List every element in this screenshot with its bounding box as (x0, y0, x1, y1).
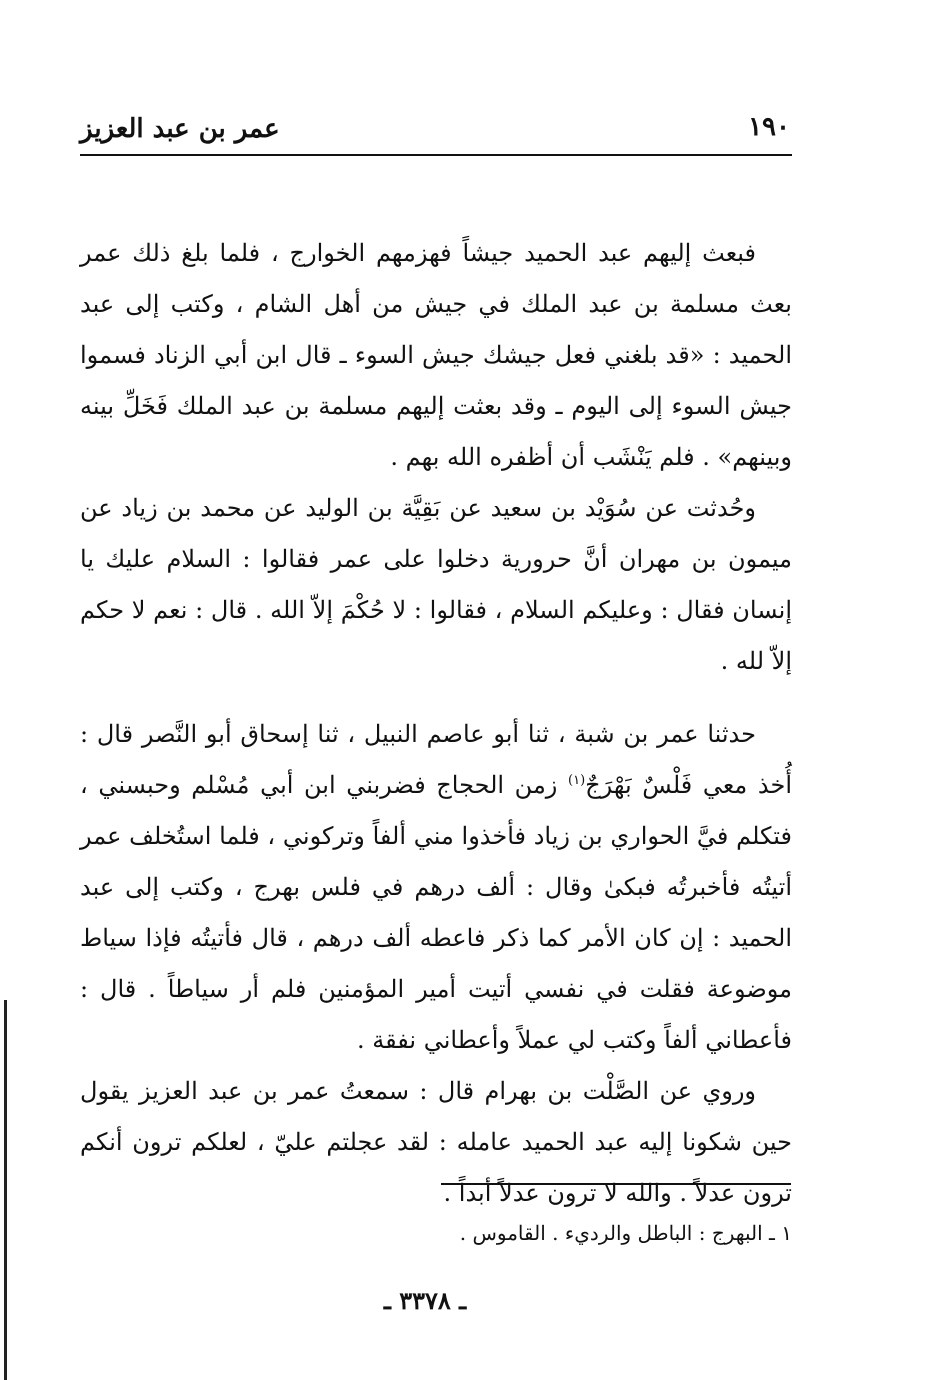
scan-edge-line (4, 1000, 7, 1380)
paragraph-2: وحُدثت عن سُوَيْد بن سعيد عن بَقِيَّة بن الوليد عن محمد بن زياد عن ميمون بن مهران أنَّ حرورية دخلوا على عمر فقالوا : السلام عليك يا إنسان فقال : وعليكم السلام ، فقالوا : لا حُكْمَ إلاّ الله . قال : نعم لا حكم إلاّ لله . (80, 494, 792, 675)
main-text (80, 228, 792, 1219)
paragraph-3-start: حدثنا عمر بن شبة ، ثنا أبو عاصم النبيل ، ثنا إسحاق أبو النَّصر قال : أُخذ معي فَلْسٌ بَهْرَجٌ (80, 720, 792, 799)
page-number: ١٩٠ (748, 112, 790, 142)
footnote-divider (441, 1183, 791, 1185)
paragraph-3 (80, 709, 792, 1066)
paragraph-1: فبعث إليهم عبد الحميد جيشاً فهزمهم الخوارج ، فلما بلغ ذلك عمر بعث مسلمة بن عبد الملك في جيش من أهل الشام ، وكتب إلى عبد الحميد : «قد بلغني فعل جيشك جيش السوء ـ قال ابن أبي الزناد فسموا جيش السوء إلى اليوم ـ وقد بعثت إليهم مسلمة بن عبد الملك فَخَلِّ بينه وبينهم» . فلم يَنْشَب أن أظفره الله بهم . (80, 239, 792, 471)
header-divider (80, 154, 792, 156)
collection-page-number: ـ ٣٣٧٨ ـ (383, 1286, 467, 1315)
paragraph-3-rest: زمن الحجاج فضربني ابن أبي مُسْلم وحبسني ، فتكلم فيَّ الحواري بن زياد فأخذوا مني ألفاً وتركوني ، فلما استُخلف عمر أتيتُه فأخبرتُه فبكىٰ وقال : ألف درهم في فلس بهرج ، وكتب إلى عبد الحميد : إن كان الأمر كما ذكر فاعطه ألف درهم ، قال فأتيتُه فإذا سياط موضوعة فقلت في نفسي أتيت أمير المؤمنين فلم أر سياطاً . قال : فأعطاني ألفاً وكتب لي عملاً وأعطاني نفقة . (80, 771, 792, 1054)
footnote-reference[interactable]: (١) (568, 773, 586, 788)
page-header (80, 112, 792, 152)
running-title: عمر بن عبد العزيز (80, 114, 280, 144)
paragraph-4: وروي عن الصَّلْت بن بهرام قال : سمعتُ عمر بن عبد العزيز يقول حين شكونا إليه عبد الحميد عامله : لقد عجلتم عليّ ، لعلكم ترون أنكم ترون عدلاً . والله لا ترون عدلاً أبداً . (80, 1077, 792, 1207)
footnote: ١ ـ البهرج : الباطل والرديء . القاموس . (459, 1221, 792, 1245)
